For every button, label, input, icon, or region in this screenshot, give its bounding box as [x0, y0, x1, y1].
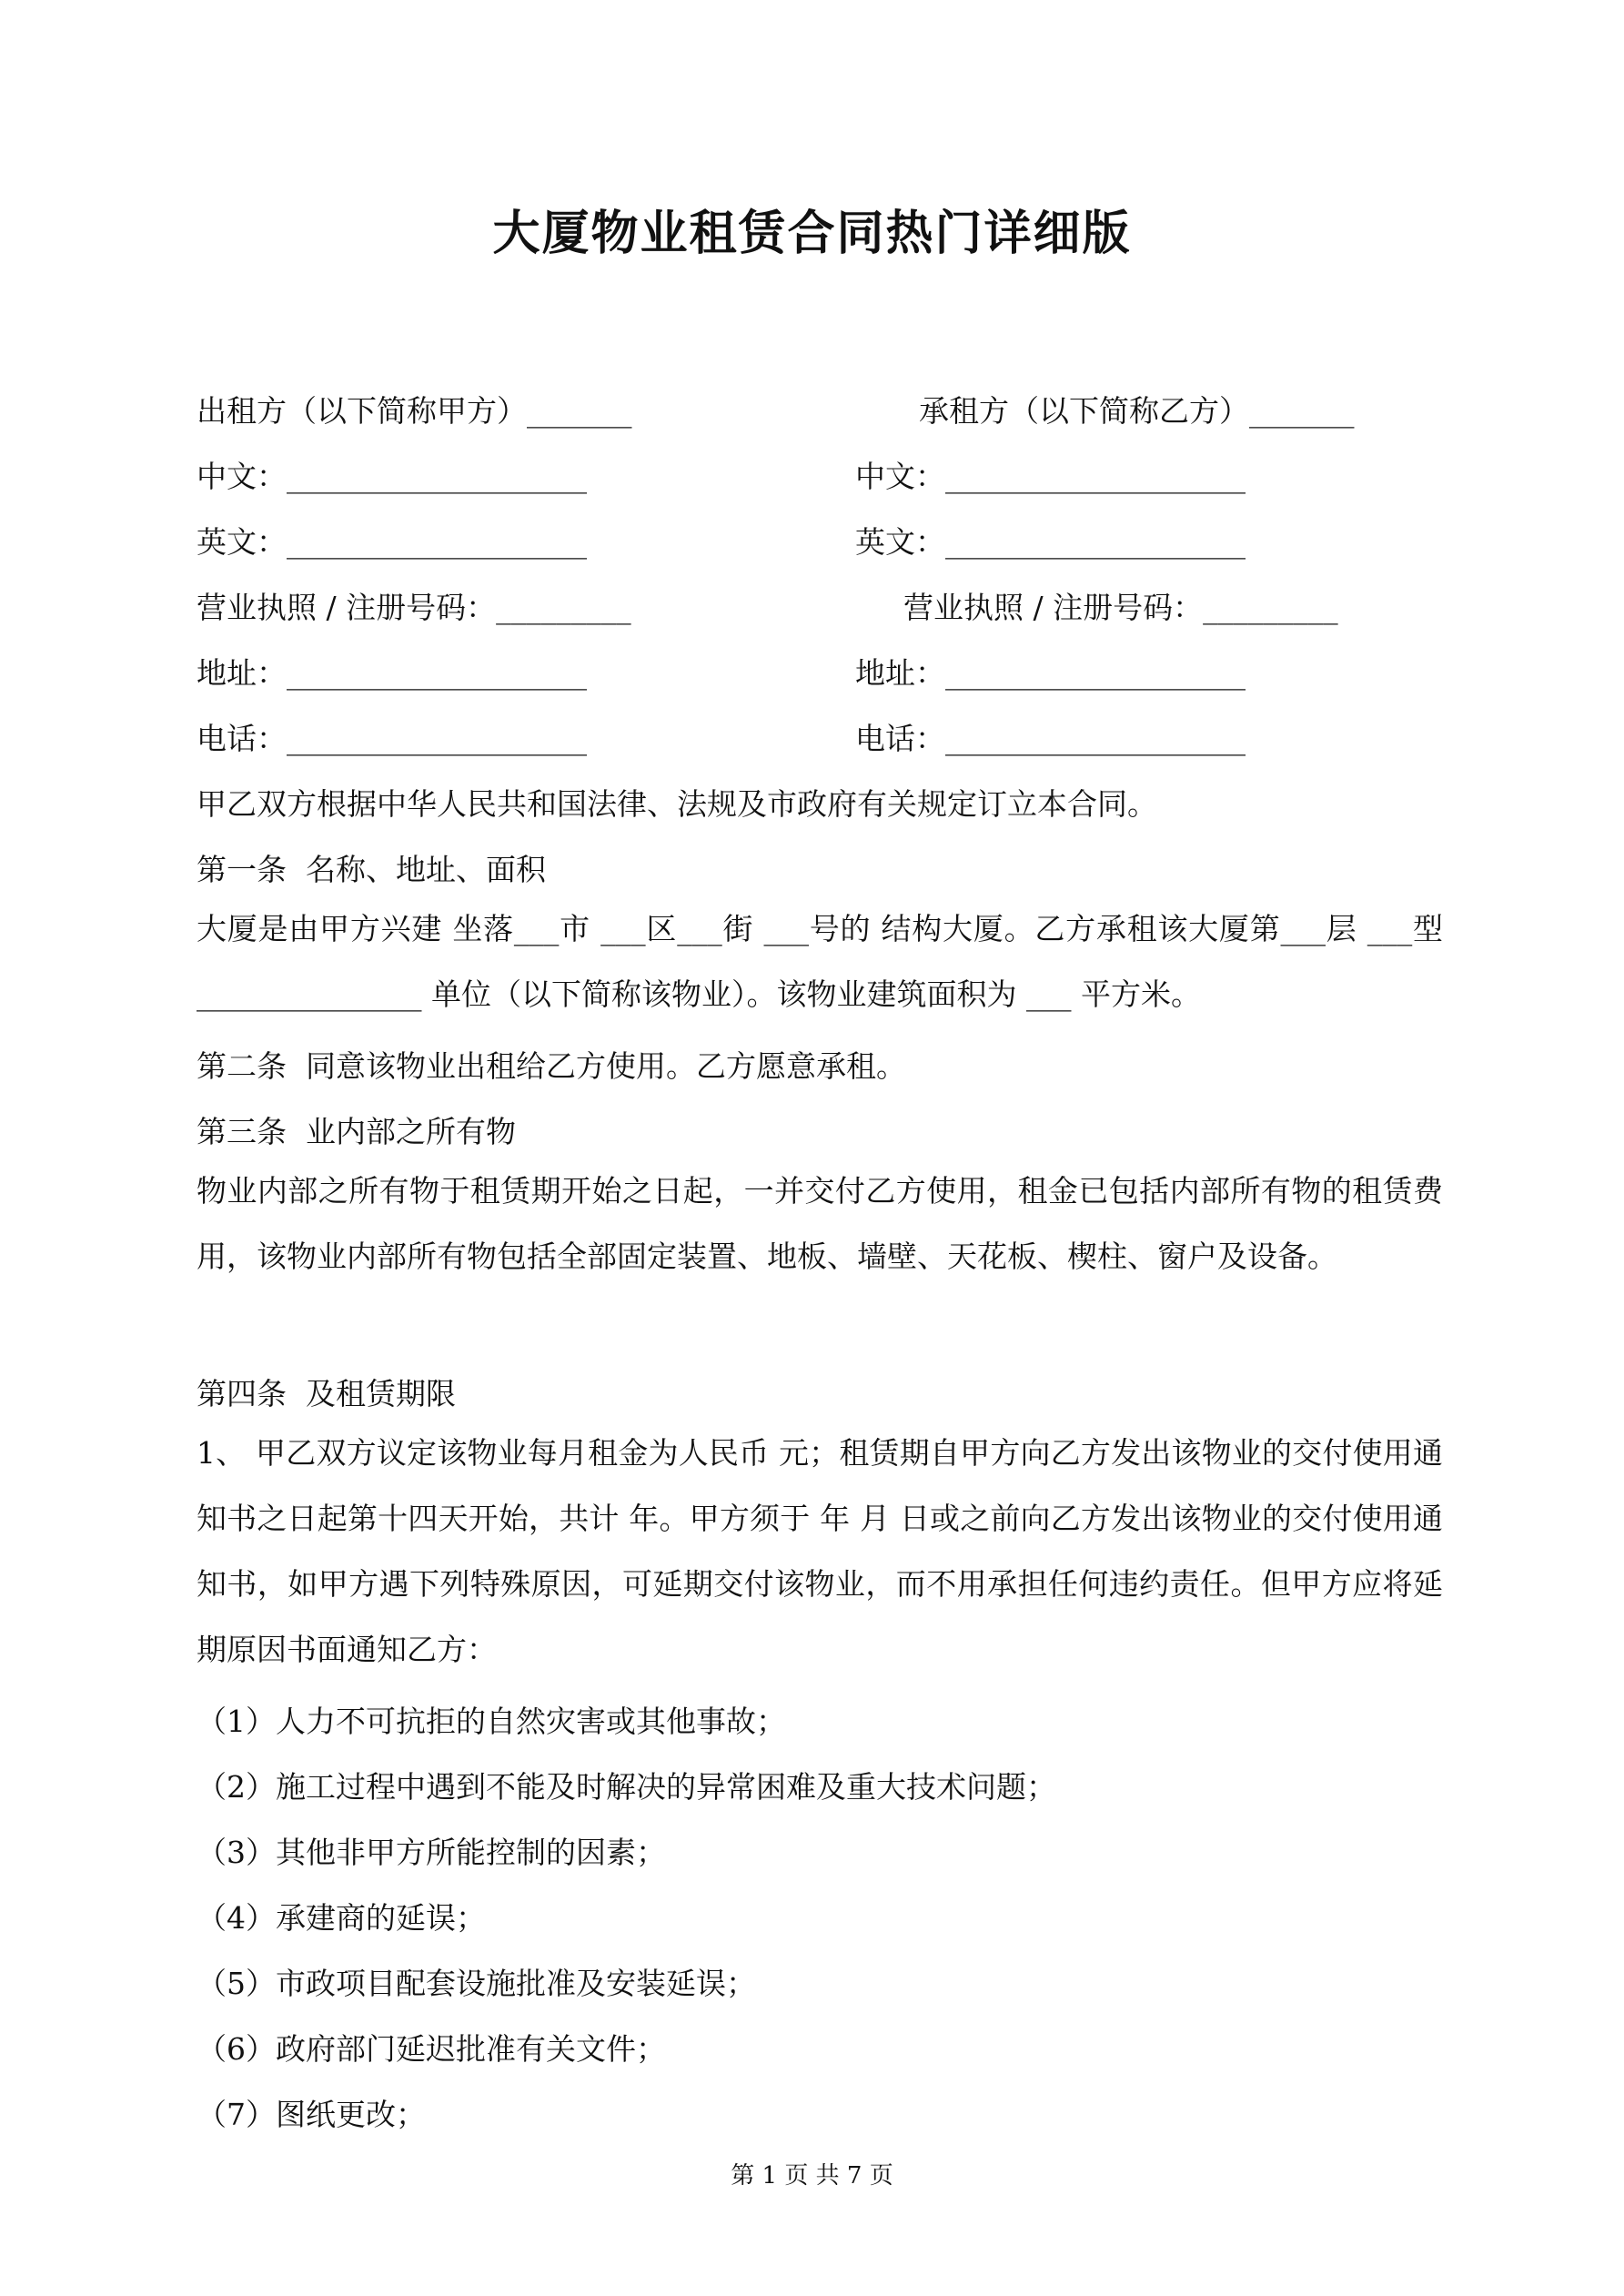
article-4-title: 第四条 及租赁期限	[197, 1376, 456, 1411]
article-3-title: 第三条 业内部之所有物	[197, 1114, 516, 1149]
article-1-text: 大厦是由甲方兴建 坐落___市 ___区___街 ___号的 结构大厦。乙方承租该大厦第___层 ___型_______________ 单位（以下简称该物业）。该物业建筑面积为 ___ 平方米。	[197, 911, 1443, 1012]
lessee-label: 承租方（以下简称乙方）_______	[919, 393, 1355, 429]
lessor-license-field: 营业执照 / 注册号码：_________	[197, 590, 631, 625]
document-title: 大厦物业租赁合同热门详细版	[492, 206, 1132, 261]
list-item: （1）人力不可抗拒的自然灾害或其他事故；	[197, 1704, 786, 1739]
lessee-license-field: 营业执照 / 注册号码：_________	[903, 590, 1338, 625]
article-3-text: 物业内部之所有物于租赁期开始之日起，一并交付乙方使用，租金已包括内部所有物的租赁费用，该物业内部所有物包括全部固定装置、地板、墙壁、天花板、楔柱、窗户及设备。	[197, 1173, 1443, 1274]
article-1-title: 第一条 名称、地址、面积	[197, 852, 546, 887]
lessor-chinese-field: 中文：____________________	[197, 459, 587, 494]
lessor-phone-field: 电话：____________________	[197, 721, 587, 756]
list-item: （7）图纸更改；	[197, 2097, 426, 2132]
intro-paragraph: 甲乙双方根据中华人民共和国法律、法规及市政府有关规定订立本合同。	[197, 786, 1157, 822]
list-item: （3）其他非甲方所能控制的因素；	[197, 1835, 666, 1870]
article-2: 第二条 同意该物业出租给乙方使用。乙方愿意承租。	[197, 1048, 906, 1084]
lessor-label: 出租方（以下简称甲方）_______	[197, 393, 632, 429]
list-item: （5）市政项目配套设施批准及安装延误；	[197, 1966, 756, 2001]
list-item: （2）施工过程中遇到不能及时解决的异常困难及重大技术问题；	[197, 1769, 1056, 1805]
lessee-address-field: 地址：____________________	[855, 655, 1246, 691]
lessee-phone-field: 电话：____________________	[855, 721, 1246, 756]
page-number-footer: 第 1 页 共 7 页	[731, 2162, 893, 2190]
lessor-address-field: 地址：____________________	[197, 655, 587, 691]
lessee-chinese-field: 中文：____________________	[855, 459, 1246, 494]
list-item: （6）政府部门延迟批准有关文件；	[197, 2031, 666, 2067]
article-4-text: 1、 甲乙双方议定该物业每月租金为人民币 元；租赁期自甲方向乙方发出该物业的交付使用通知书之日起第十四天开始，共计 年。甲方须于 年 月 日或之前向乙方发出该物业的交付使用通知书，如甲方遇下列特殊原因，可延期交付该物业，而不用承担任何违约责任。但甲方应将延期原因书面通知乙方：	[197, 1435, 1443, 1667]
lessee-english-field: 英文：____________________	[855, 524, 1246, 560]
list-item: （4）承建商的延误；	[197, 1900, 486, 1936]
lessor-english-field: 英文：____________________	[197, 524, 587, 560]
